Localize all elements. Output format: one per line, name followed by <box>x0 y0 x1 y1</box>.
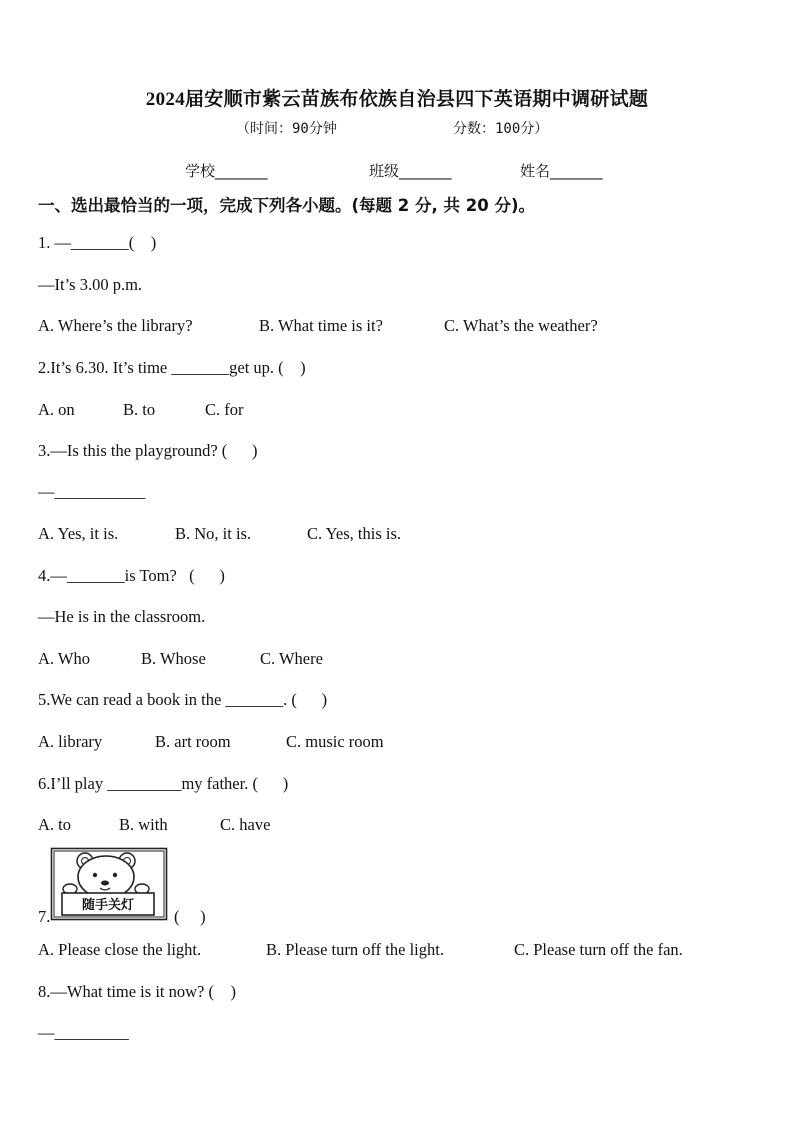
question-4-option-b[interactable]: B. Whose <box>141 649 206 668</box>
class-field[interactable]: 班级_______ <box>369 162 452 180</box>
question-6-option-c[interactable]: C. have <box>220 815 271 834</box>
question-2-option-c[interactable]: C. for <box>205 400 244 419</box>
question-6-option-b[interactable]: B. with <box>119 815 168 834</box>
question-4-option-a[interactable]: A. Who <box>38 649 90 668</box>
question-2-option-b[interactable]: B. to <box>123 400 156 419</box>
page-title: 2024届安顺市紫云苗族布依族自治县四下英语期中调研试题 <box>145 89 649 110</box>
question-8-stem: 8.—What time is it now? ( ) <box>38 982 236 1001</box>
question-6-option-a[interactable]: A. to <box>38 815 71 834</box>
bear-sign-icon <box>50 847 168 921</box>
question-3-option-c[interactable]: C. Yes, this is. <box>307 524 401 543</box>
question-5-option-c[interactable]: C. music room <box>286 732 384 751</box>
question-1-option-a[interactable]: A. Where’s the library? <box>38 316 193 335</box>
question-1-option-b[interactable]: B. What time is it? <box>259 316 383 335</box>
exam-score: 分数：100分） <box>453 121 549 137</box>
question-5-option-b[interactable]: B. art room <box>155 732 231 751</box>
question-7-option-b[interactable]: B. Please turn off the light. <box>266 940 444 959</box>
question-3-answer: —___________ <box>38 482 146 501</box>
question-7-number: 7. <box>38 907 51 926</box>
question-1-answer: —It’s 3.00 p.m. <box>38 275 143 294</box>
section-heading: 一、选出最恰当的一项，完成下列各小题。(每题 2 分, 共 20 分)。 <box>38 196 536 215</box>
question-4-answer: —He is in the classroom. <box>38 607 206 626</box>
question-1-option-c[interactable]: C. What’s the weather? <box>444 316 598 335</box>
question-2-stem: 2.It’s 6.30. It’s time _______get up. ( ) <box>38 358 306 377</box>
question-2-option-a[interactable]: A. on <box>38 400 75 419</box>
question-7-paren: ( ) <box>174 907 206 926</box>
question-3-stem: 3.—Is this the playground? ( ) <box>38 441 258 460</box>
question-6-stem: 6.I’ll play _________my father. ( ) <box>38 774 289 793</box>
question-3-option-b[interactable]: B. No, it is. <box>175 524 252 543</box>
name-field[interactable]: 姓名_______ <box>520 162 603 180</box>
question-5-option-a[interactable]: A. library <box>38 732 103 751</box>
question-7-option-c[interactable]: C. Please turn off the fan. <box>514 940 683 959</box>
question-4-option-c[interactable]: C. Where <box>260 649 323 668</box>
question-5-stem: 5.We can read a book in the _______. ( ) <box>38 690 328 709</box>
question-1-stem: 1. —_______( ) <box>38 233 157 252</box>
question-7-option-a[interactable]: A. Please close the light. <box>38 940 202 959</box>
bear-sign-label: 随手关灯 <box>81 898 135 913</box>
question-4-stem: 4.—_______is Tom? ( ) <box>38 566 225 585</box>
school-field[interactable]: 学校_______ <box>185 162 268 180</box>
exam-time: （时间：90分钟 <box>236 121 337 137</box>
question-8-answer: —_________ <box>38 1023 129 1042</box>
question-3-option-a[interactable]: A. Yes, it is. <box>38 524 119 543</box>
